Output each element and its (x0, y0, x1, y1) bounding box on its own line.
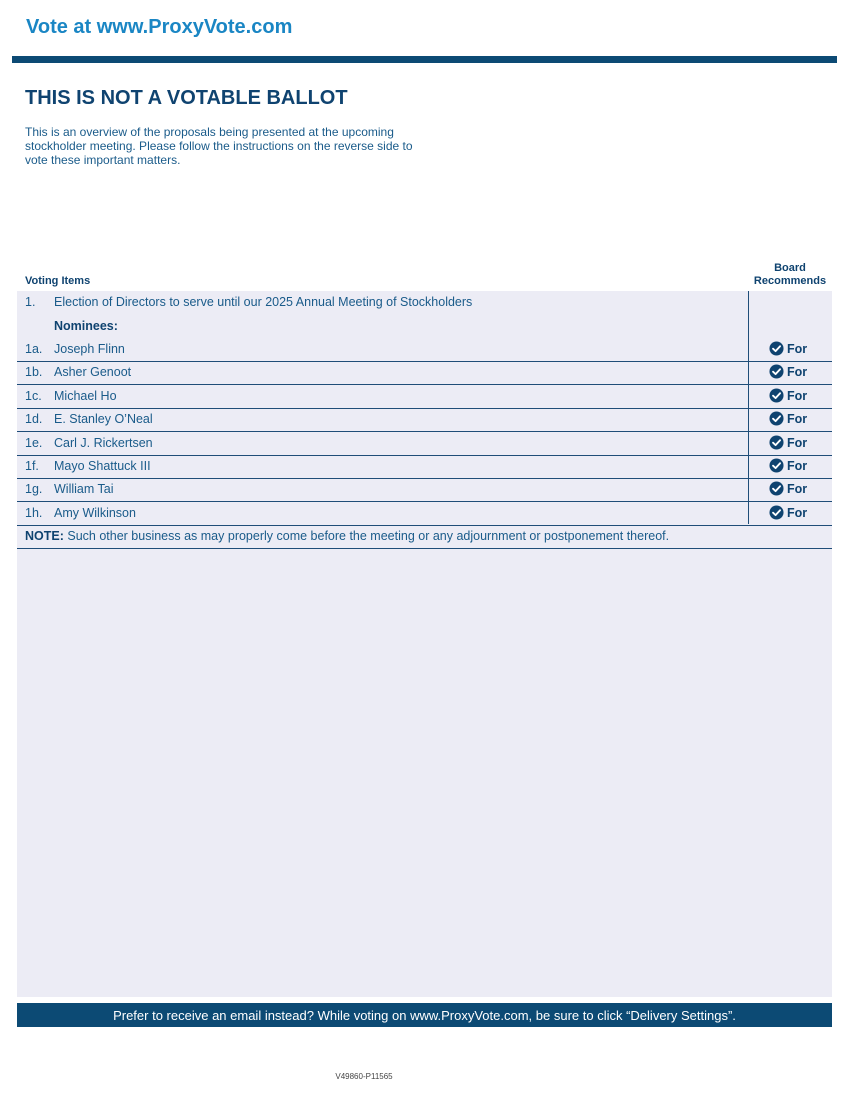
recommendation-label: For (787, 364, 808, 379)
recommendation (769, 481, 807, 496)
check-circle-icon (769, 388, 784, 403)
voting-items-header: Voting Items (25, 275, 91, 287)
nominee-name: Amy Wilkinson (54, 506, 136, 520)
note-label: NOTE: (25, 529, 64, 543)
nominee-number: 1c. (25, 389, 42, 403)
nominee-name: Carl J. Rickertsen (54, 436, 153, 450)
nominee-name: Asher Genoot (54, 365, 132, 379)
check-circle-icon (769, 458, 784, 473)
recommendation (769, 341, 807, 356)
nominee-row (17, 478, 832, 502)
nominee-number: 1h. (25, 506, 43, 520)
recommendation (769, 411, 807, 426)
check-circle-icon (769, 411, 784, 426)
nominee-number: 1b. (25, 365, 43, 379)
nominee-row (17, 455, 832, 479)
nominee-row (17, 408, 832, 432)
recommendation-label: For (787, 481, 808, 496)
recommendation (769, 505, 807, 520)
header-rule (12, 56, 837, 63)
nominee-row (17, 361, 832, 385)
nominees-label-row (17, 315, 832, 338)
recommendation (769, 364, 807, 379)
board-recommends-header (748, 262, 832, 288)
page-title: THIS IS NOT A VOTABLE BALLOT (25, 87, 348, 109)
check-circle-icon (769, 341, 784, 356)
nominee-row (17, 385, 832, 409)
nominee-number: 1g. (25, 482, 43, 496)
nominees-label: Nominees: (54, 319, 118, 333)
nominee-number: 1d. (25, 412, 43, 426)
nominee-number: 1e. (25, 436, 43, 450)
note-text: Such other business as may properly come before the meeting or any adjournment or postponement thereof. (63, 529, 670, 543)
nominee-number: 1f. (25, 459, 39, 473)
note-row (17, 525, 832, 549)
proposal-number: 1. (25, 295, 36, 309)
recommendation-label: For (787, 505, 808, 520)
recommendation-label: For (787, 411, 808, 426)
check-circle-icon (769, 435, 784, 450)
nominee-name: E. Stanley O’Neal (54, 412, 153, 426)
intro-text: This is an overview of the proposals being presented at the upcoming stockholder meeting. Please follow the instructions on the reverse side to vote these important matters. (25, 125, 413, 167)
nominee-row (17, 338, 832, 362)
nominee-number: 1a. (25, 342, 43, 356)
recommendation (769, 435, 807, 450)
site-header-link[interactable]: Vote at www.ProxyVote.com (26, 16, 293, 38)
board-header-line1: Board (774, 262, 806, 274)
recommendation (769, 458, 807, 473)
nominee-name: Joseph Flinn (54, 342, 125, 356)
nominee-name: William Tai (54, 482, 114, 496)
check-circle-icon (769, 481, 784, 496)
footer-banner: Prefer to receive an email instead? While voting on www.ProxyVote.com, be sure to click “Delivery Settings”. (17, 1003, 832, 1027)
proposal-text: Election of Directors to serve until our 2025 Annual Meeting of Stockholders (54, 295, 473, 309)
board-header-line2: Recommends (753, 275, 827, 287)
check-circle-icon (769, 364, 784, 379)
nominee-row (17, 432, 832, 456)
recommendation-label: For (787, 435, 808, 450)
nominee-row (17, 502, 832, 526)
recommendation-label: For (787, 458, 808, 473)
check-circle-icon (769, 505, 784, 520)
proposal-row (17, 291, 832, 314)
recommendation-label: For (787, 388, 808, 403)
nominee-name: Mayo Shattuck III (54, 459, 151, 473)
nominee-name: Michael Ho (54, 389, 117, 403)
column-divider (748, 291, 749, 524)
document-code: V49860-P11565 (335, 1072, 393, 1081)
recommendation (769, 388, 807, 403)
recommendation-label: For (787, 341, 808, 356)
